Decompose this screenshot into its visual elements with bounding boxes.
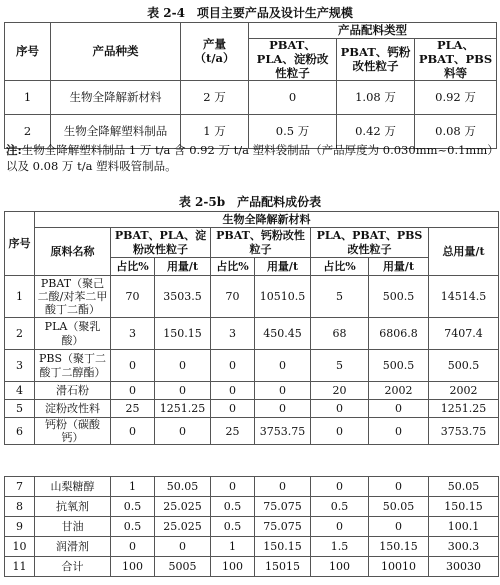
cell-total: 7407.4 bbox=[429, 318, 499, 350]
note-label: 注: bbox=[6, 143, 22, 157]
cell-a1: 1251.25 bbox=[155, 400, 211, 418]
cell-r2: 0 bbox=[211, 350, 255, 382]
cell-a1: 50.05 bbox=[155, 477, 211, 497]
cell-total: 500.5 bbox=[429, 350, 499, 382]
cell-a2: 15015 bbox=[255, 557, 311, 577]
cell-a3: 10010 bbox=[369, 557, 429, 577]
cell-name: PBS（聚丁二酸丁二醇酯） bbox=[35, 350, 111, 382]
cell-name: 钙粉（碳酸钙） bbox=[35, 418, 111, 445]
cell-r3: 0 bbox=[311, 400, 369, 418]
cell-r2: 3 bbox=[211, 318, 255, 350]
cell-no: 6 bbox=[5, 418, 35, 445]
header-total: 总用量/t bbox=[429, 228, 499, 276]
cell-a2: 0 bbox=[255, 477, 311, 497]
cell-name: PLA（聚乳酸） bbox=[35, 318, 111, 350]
cell-no: 2 bbox=[5, 318, 35, 350]
cell-no: 3 bbox=[5, 350, 35, 382]
header-ratio-2: 占比% bbox=[211, 258, 255, 276]
table-row bbox=[5, 400, 499, 418]
cell-a2: 10510.5 bbox=[255, 276, 311, 318]
cell-a2: 0 bbox=[255, 400, 311, 418]
header-group-3: PLA、PBAT、PBS 改性粒子 bbox=[311, 228, 429, 258]
cell-a3: 0 bbox=[369, 477, 429, 497]
cell-a1: 150.15 bbox=[155, 318, 211, 350]
cell-no: 8 bbox=[5, 497, 35, 517]
cell-r1: 0 bbox=[111, 418, 155, 445]
table1-note bbox=[6, 142, 494, 174]
cell-r1: 25 bbox=[111, 400, 155, 418]
cell-r1: 1 bbox=[111, 477, 155, 497]
cell-a2: 150.15 bbox=[255, 537, 311, 557]
cell-r2: 25 bbox=[211, 418, 255, 445]
cell-a3: 0 bbox=[369, 400, 429, 418]
cell-no: 4 bbox=[5, 382, 35, 400]
cell-a3: 150.15 bbox=[369, 537, 429, 557]
cell-r1: 3 bbox=[111, 318, 155, 350]
cell-r3: 20 bbox=[311, 382, 369, 400]
cell-no: 10 bbox=[5, 537, 35, 557]
cell-r3: 0 bbox=[311, 418, 369, 445]
cell-r3: 0 bbox=[311, 517, 369, 537]
cell-a1: 0 bbox=[155, 537, 211, 557]
table-row bbox=[5, 418, 499, 445]
cell-total: 3753.75 bbox=[429, 418, 499, 445]
cell-name: PBAT（聚己二酸/对苯二甲酸丁二酯） bbox=[35, 276, 111, 318]
cell-no: 9 bbox=[5, 517, 35, 537]
cell-a3: 2002 bbox=[369, 382, 429, 400]
formula-composition-table bbox=[4, 211, 499, 445]
table2-caption: 表 2-5b 产品配料成份表 bbox=[178, 195, 322, 209]
cell-no: 11 bbox=[5, 557, 35, 577]
cell-total: 2002 bbox=[429, 382, 499, 400]
header-no: 序号 bbox=[5, 212, 35, 276]
table-row bbox=[5, 276, 499, 318]
cell-r3: 5 bbox=[311, 350, 369, 382]
table-row bbox=[5, 477, 499, 497]
table-row bbox=[5, 497, 499, 517]
cell-a2: 75.075 bbox=[255, 497, 311, 517]
cell-total: 300.3 bbox=[429, 537, 499, 557]
table-row bbox=[5, 318, 499, 350]
cell-a3: 50.05 bbox=[369, 497, 429, 517]
header-category: 产品种类 bbox=[51, 23, 181, 81]
page-gap bbox=[4, 458, 498, 476]
cell-r2: 1 bbox=[211, 537, 255, 557]
header-material-name: 原料名称 bbox=[35, 228, 111, 276]
table-row bbox=[5, 517, 499, 537]
cell-r3: 1.5 bbox=[311, 537, 369, 557]
cell-a1: 0 bbox=[155, 382, 211, 400]
cell-name: 山梨糖醇 bbox=[35, 477, 111, 497]
cell-name: 抗氧剂 bbox=[35, 497, 111, 517]
cell-total: 150.15 bbox=[429, 497, 499, 517]
cell-no: 1 bbox=[5, 276, 35, 318]
header-formula-1: PBAT、PLA、淀粉改性粒子 bbox=[249, 39, 337, 81]
cell-a1: 0 bbox=[155, 350, 211, 382]
cell-r2: 0.5 bbox=[211, 497, 255, 517]
cell-r2: 100 bbox=[211, 557, 255, 577]
cell-r1: 0 bbox=[111, 382, 155, 400]
note-text: 生物全降解塑料制品 1 万 t/a 含 0.92 万 t/a 塑料袋制品（产品厚度为 0.030mm~0.1mm）以及 0.08 万 t/a 塑料吸管制品。 bbox=[6, 143, 493, 173]
cell-no: 7 bbox=[5, 477, 35, 497]
table-row: 2 生物全降解塑料制品 1 万 0.5 万 0.42 万 0.08 万 bbox=[5, 115, 497, 149]
cell-a2: 450.45 bbox=[255, 318, 311, 350]
header-ratio-3: 占比% bbox=[311, 258, 369, 276]
table1-caption: 表 2-4 项目主要产品及设计生产规模 bbox=[147, 6, 353, 20]
header-formula-type: 产品配料类型 bbox=[249, 23, 497, 39]
cell-name: 淀粉改性料 bbox=[35, 400, 111, 418]
cell-a2: 75.075 bbox=[255, 517, 311, 537]
cell-name: 滑石粉 bbox=[35, 382, 111, 400]
cell-a1: 0 bbox=[155, 418, 211, 445]
cell-no: 5 bbox=[5, 400, 35, 418]
cell-a1: 25.025 bbox=[155, 517, 211, 537]
header-amount-3: 用量/t bbox=[369, 258, 429, 276]
cell-total: 50.05 bbox=[429, 477, 499, 497]
cell-total: 100.1 bbox=[429, 517, 499, 537]
cell-r3: 5 bbox=[311, 276, 369, 318]
table-row bbox=[5, 350, 499, 382]
cell-r1: 0 bbox=[111, 537, 155, 557]
cell-total: 14514.5 bbox=[429, 276, 499, 318]
header-group-1: PBAT、PLA、淀粉改性粒子 bbox=[111, 228, 211, 258]
header-formula-2: PBAT、钙粉改性粒子 bbox=[337, 39, 415, 81]
cell-a2: 0 bbox=[255, 350, 311, 382]
cell-name: 合计 bbox=[35, 557, 111, 577]
cell-r3: 68 bbox=[311, 318, 369, 350]
header-amount-2: 用量/t bbox=[255, 258, 311, 276]
cell-a2: 0 bbox=[255, 382, 311, 400]
cell-a3: 500.5 bbox=[369, 276, 429, 318]
cell-a3: 0 bbox=[369, 418, 429, 445]
cell-r3: 0.5 bbox=[311, 497, 369, 517]
cell-a2: 3753.75 bbox=[255, 418, 311, 445]
cell-r2: 70 bbox=[211, 276, 255, 318]
table-row bbox=[5, 382, 499, 400]
cell-a1: 25.025 bbox=[155, 497, 211, 517]
header-no: 序号 bbox=[5, 23, 51, 81]
cell-r2: 0.5 bbox=[211, 517, 255, 537]
header-group: 生物全降解新材料 bbox=[35, 212, 499, 228]
cell-r2: 0 bbox=[211, 400, 255, 418]
cell-r1: 0 bbox=[111, 350, 155, 382]
cell-r2: 0 bbox=[211, 477, 255, 497]
cell-a3: 0 bbox=[369, 517, 429, 537]
cell-r1: 100 bbox=[111, 557, 155, 577]
cell-a3: 500.5 bbox=[369, 350, 429, 382]
cell-r1: 0.5 bbox=[111, 517, 155, 537]
cell-r3: 100 bbox=[311, 557, 369, 577]
table-row bbox=[5, 537, 499, 557]
header-ratio-1: 占比% bbox=[111, 258, 155, 276]
cell-r1: 70 bbox=[111, 276, 155, 318]
header-output: 产量 （t/a） bbox=[181, 23, 249, 81]
cell-a3: 6806.8 bbox=[369, 318, 429, 350]
header-group-2: PBAT、钙粉改性粒子 bbox=[211, 228, 311, 258]
cell-total: 1251.25 bbox=[429, 400, 499, 418]
header-formula-3: PLA、PBAT、PBS 料等 bbox=[415, 39, 497, 81]
cell-r2: 0 bbox=[211, 382, 255, 400]
cell-r1: 0.5 bbox=[111, 497, 155, 517]
cell-name: 甘油 bbox=[35, 517, 111, 537]
cell-name: 润滑剂 bbox=[35, 537, 111, 557]
cell-a1: 3503.5 bbox=[155, 276, 211, 318]
formula-composition-table-continued bbox=[4, 476, 499, 577]
cell-total: 30030 bbox=[429, 557, 499, 577]
header-amount-1: 用量/t bbox=[155, 258, 211, 276]
product-scale-table bbox=[4, 22, 497, 149]
cell-a1: 5005 bbox=[155, 557, 211, 577]
table-row bbox=[5, 557, 499, 577]
table-row: 1 生物全降解新材料 2 万 0 1.08 万 0.92 万 bbox=[5, 81, 497, 115]
cell-r3: 0 bbox=[311, 477, 369, 497]
